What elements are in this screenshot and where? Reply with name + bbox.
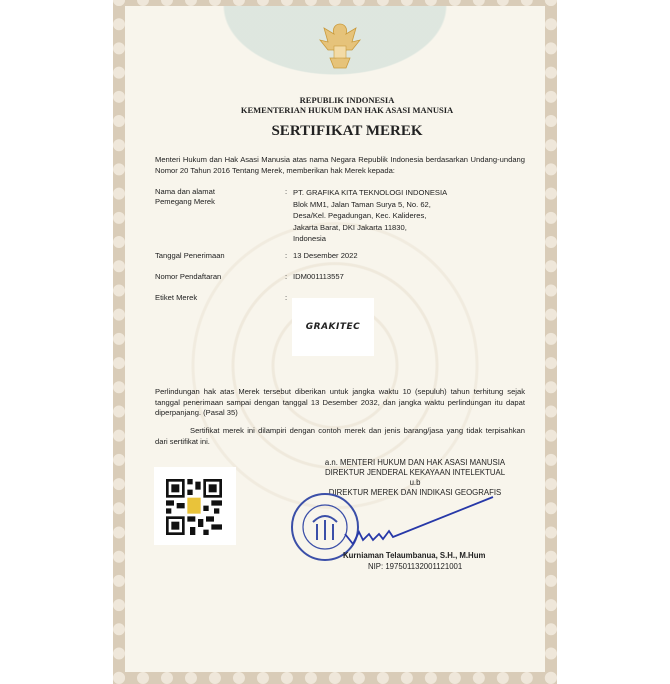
holder-address [293,187,447,245]
signatory-name: Kurniaman Telaumbanua, S.H., M.Hum [343,551,486,560]
address-line: Blok MM1, Jalan Taman Surya 5, No. 62, [293,199,431,209]
republic-heading: REPUBLIK INDONESIA [299,95,395,105]
certificate-title: SERTIFIKAT MEREK [271,123,423,139]
holder-name: PT. GRAFIKA KITA TEKNOLOGI INDONESIA [293,188,448,197]
colon: : [285,187,288,196]
holder-label-1: Nama dan alamat [155,187,215,196]
signatory-nip: NIP: 197501132001121001 [368,562,463,571]
label-mark-label: Etiket Merek [155,293,198,302]
attachment-paragraph: Sertifikat merek ini dilampiri dengan contoh merek dan jenis barang/jasa yang tidak terpisahkan dari sertifikat ini. [155,426,525,446]
holder-label-2: Pemegang Merek [155,197,215,206]
trademark-certificate [113,0,557,684]
protection-paragraph: Perlindungan hak atas Merek tersebut diberikan untuk jangka waktu 10 (sepuluh) tahun terhitung sejak tanggal penerimaan sampai dengan tanggal 13 Desember 2032, dan jangka waktu perlindungan itu dapat diperpanjang. (Pasal 35) [155,387,525,417]
registration-number: IDM001113557 [293,272,344,281]
address-line: Jakarta Barat, DKI Jakarta 11830, [293,222,407,232]
signatory-line: DIREKTUR MEREK DAN INDIKASI GEOGRAFIS [328,488,502,497]
colon: : [285,272,288,281]
signatory-line: a.n. MENTERI HUKUM DAN HAK ASASI MANUSIA [324,458,506,467]
signatory-line: DIREKTUR JENDERAL KEKAYAAN INTELEKTUAL [324,468,506,477]
qr-code[interactable] [154,467,236,545]
ministry-heading: KEMENTERIAN HUKUM DAN HAK ASASI MANUSIA [240,105,454,115]
brand-label-image [292,298,374,356]
date-value: 13 Desember 2022 [293,251,358,260]
address-line: Desa/Kel. Pegadungan, Kec. Kalideres, [293,211,427,221]
intro-paragraph: Menteri Hukum dan Hak Asasi Manusia atas nama Negara Republik Indonesia berdasarkan Undang-undang Nomor 20 Tahun 2016 Tentang Merek, memberikan hak Merek kepada: [155,155,525,175]
signatory-line: u.b [409,478,421,487]
brand-logo: GRAKITEC [305,322,361,332]
garuda-emblem-icon [315,20,365,82]
date-label: Tanggal Penerimaan [155,251,225,260]
registration-label: Nomor Pendaftaran [155,272,222,281]
qr-code-icon [166,479,222,535]
colon: : [285,251,288,260]
address-line: Indonesia [293,234,326,244]
colon: : [285,293,288,302]
